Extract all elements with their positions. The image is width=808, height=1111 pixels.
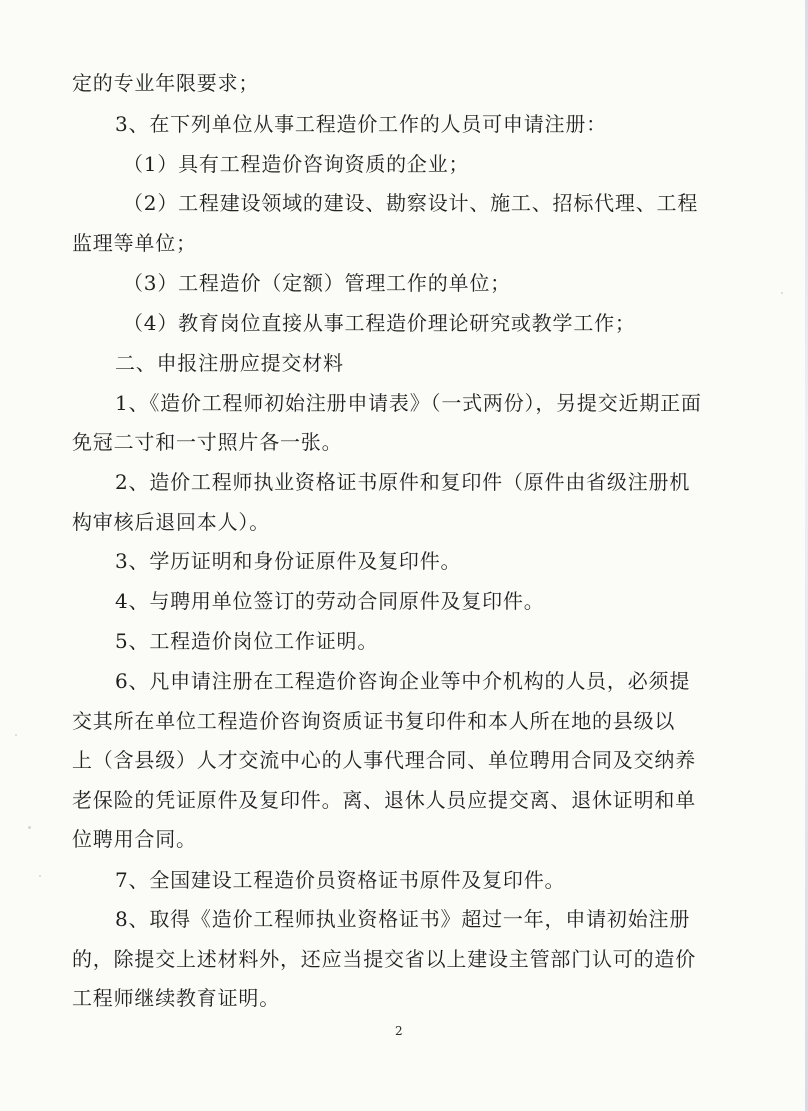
- text-line: 5、工程造价岗位工作证明。: [115, 629, 379, 653]
- text-line: 构审核后退回本人）。: [72, 510, 270, 534]
- text-line: 工程师继续教育证明。: [72, 986, 280, 1010]
- text-line: 4、与聘用单位签订的劳动合同原件及复印件。: [115, 589, 545, 613]
- text-line: 7、全国建设工程造价员资格证书原件及复印件。: [115, 868, 566, 892]
- text-line: 3、学历证明和身份证原件及复印件。: [115, 549, 462, 573]
- text-line: 6、凡申请注册在工程造价咨询企业等中介机构的人员，必须提: [115, 669, 691, 693]
- text-line: （2）工程建设领域的建设、勘察设计、施工、招标代理、工程: [123, 191, 699, 215]
- text-line: 位聘用合同。: [72, 827, 197, 851]
- text-line: 交其所在单位工程造价咨询资质证书复印件和本人所在地的县级以: [72, 709, 676, 733]
- text-line: 1、《造价工程师初始注册申请表》（一式两份），另提交近期正面: [115, 391, 702, 415]
- text-line: 的，除提交上述材料外，还应当提交省以上建设主管部门认可的造价: [72, 947, 696, 971]
- text-line: 监理等单位；: [72, 231, 197, 255]
- text-line: 上（含县级）人才交流中心的人事代理合同、单位聘用合同及交纳养: [72, 748, 696, 772]
- scan-speck: [28, 826, 31, 829]
- text-line: （4）教育岗位直接从事工程造价理论研究或教学工作；: [123, 311, 636, 335]
- text-line: 2、造价工程师执业资格证书原件和复印件（原件由省级注册机: [115, 470, 691, 494]
- text-line: 老保险的凭证原件及复印件。离、退休人员应提交离、退休证明和单: [72, 788, 696, 812]
- text-line: 免冠二寸和一寸照片各一张。: [72, 430, 343, 454]
- text-line: （3）工程造价（定额）管理工作的单位；: [123, 271, 511, 295]
- page-number: 2: [395, 1024, 403, 1038]
- scan-speck: [781, 292, 783, 294]
- scan-speck: [15, 734, 17, 736]
- text-line: 3、在下列单位从事工程造价工作的人员可申请注册：: [115, 112, 607, 136]
- text-line: （1）具有工程造价咨询资质的企业；: [123, 152, 470, 176]
- text-line: 定的专业年限要求；: [72, 71, 260, 95]
- text-line: 8、取得《造价工程师执业资格证书》超过一年，申请初始注册: [115, 907, 691, 931]
- text-line: 二、申报注册应提交材料: [115, 351, 344, 375]
- scan-speck: [39, 875, 41, 877]
